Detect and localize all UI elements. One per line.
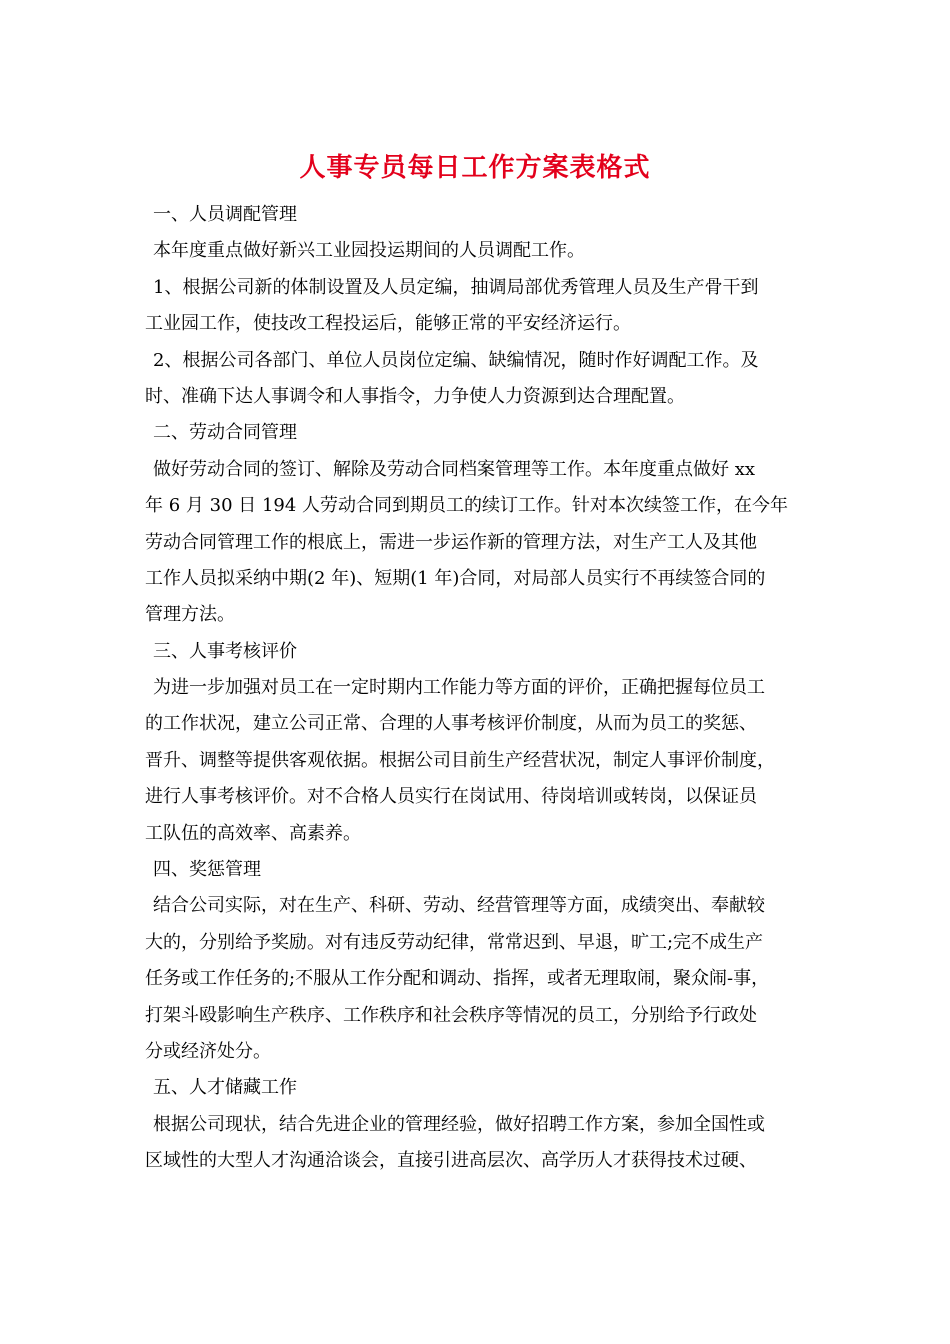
- paragraph-line: 任务或工作任务的;不服从工作分配和调动、指挥，或者无理取闹，聚众闹-事，: [145, 968, 770, 990]
- paragraph-line: 年 6 月 30 日 194 人劳动合同到期员工的续订工作。针对本次续签工作，在今年: [145, 495, 789, 517]
- paragraph-line: 晋升、调整等提供客观依据。根据公司目前生产经营状况，制定人事评价制度，: [145, 749, 775, 771]
- document-body: [145, 197, 810, 1180]
- paragraph-line: 本年度重点做好新兴工业园投运期间的人员调配工作。: [153, 240, 585, 262]
- paragraph-line: 1、根据公司新的体制设置及人员定编，抽调局部优秀管理人员及生产骨干到: [153, 276, 759, 298]
- document-title: 人事专员每日工作方案表格式: [299, 153, 651, 183]
- paragraph-line: 区域性的大型人才沟通洽谈会，直接引进高层次、高学历人才获得技术过硬、: [145, 1150, 757, 1172]
- paragraph-line: 工业园工作，使技改工程投运后，能够正常的平安经济运行。: [145, 313, 631, 335]
- paragraph-line: 劳动合同管理工作的根底上，需进一步运作新的管理方法，对生产工人及其他: [145, 531, 757, 553]
- paragraph-line: 工队伍的高效率、高素养。: [145, 822, 361, 844]
- paragraph-line: 分或经济处分。: [145, 1040, 271, 1062]
- section-heading: 三、人事考核评价: [153, 640, 297, 662]
- paragraph-line: 的工作状况，建立公司正常、合理的人事考核评价制度，从而为员工的奖惩、: [145, 713, 757, 735]
- paragraph-line: 2、根据公司各部门、单位人员岗位定编、缺编情况，随时作好调配工作。及: [153, 349, 759, 371]
- paragraph-line: 管理方法。: [145, 604, 235, 626]
- section-heading: 二、劳动合同管理: [153, 422, 297, 444]
- section-heading: 五、人才储藏工作: [153, 1077, 297, 1099]
- paragraph-line: 做好劳动合同的签订、解除及劳动合同档案管理等工作。本年度重点做好 xx: [153, 458, 756, 480]
- paragraph-line: 打架斗殴影响生产秩序、工作秩序和社会秩序等情况的员工，分别给予行政处: [145, 1004, 757, 1026]
- paragraph-line: 工作人员拟采纳中期(2 年)、短期(1 年)合同，对局部人员实行不再续签合同的: [145, 567, 766, 589]
- paragraph-line: 根据公司现状，结合先进企业的管理经验，做好招聘工作方案，参加全国性或: [153, 1113, 765, 1135]
- section-heading: 一、人员调配管理: [153, 204, 297, 225]
- paragraph-line: 进行人事考核评价。对不合格人员实行在岗试用、待岗培训或转岗，以保证员: [145, 786, 757, 808]
- paragraph-line: 结合公司实际，对在生产、科研、劳动、经营管理等方面，成绩突出、奉献较: [153, 895, 765, 917]
- paragraph-line: 为进一步加强对员工在一定时期内工作能力等方面的评价，正确把握每位员工: [153, 677, 765, 699]
- section-heading: 四、奖惩管理: [153, 859, 261, 881]
- paragraph-line: 时、准确下达人事调令和人事指令，力争使人力资源到达合理配置。: [145, 385, 685, 407]
- paragraph-line: 大的，分别给予奖励。对有违反劳动纪律，常常迟到、早退，旷工;完不成生产: [145, 931, 764, 953]
